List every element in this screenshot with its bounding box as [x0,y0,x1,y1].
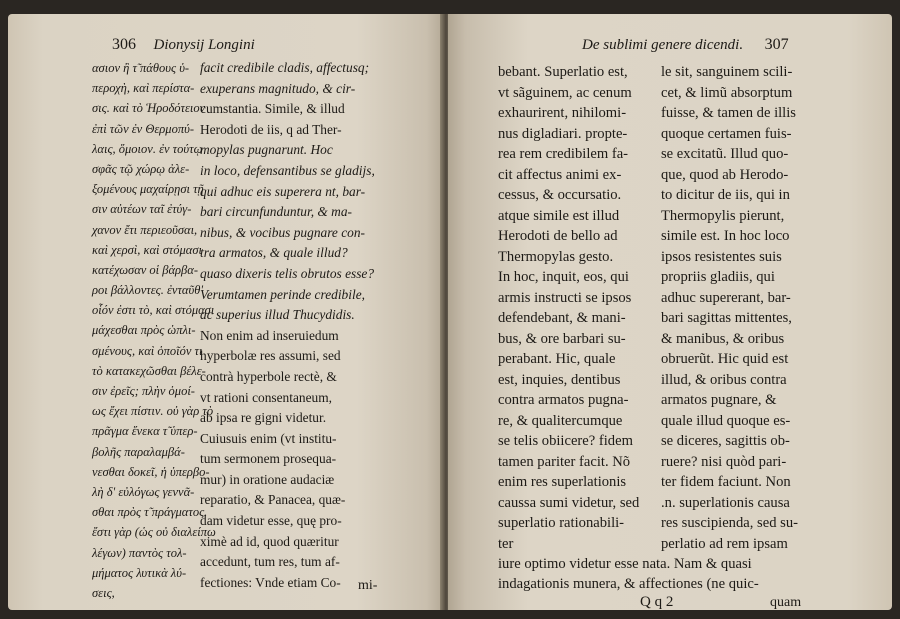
column-one-line: superlatio rationabili- [498,515,625,531]
latin-line: fectiones: Vnde etiam Co- [200,574,341,590]
column-one-line: rea rem credibilem fa- [498,146,629,162]
column-one-line: bebant. Superlatio est, [498,64,628,80]
greek-line: νεσθαι δοκεῖ, ἡ ὑπερβο- [92,464,210,479]
column-two-line: se excitatũ. Illud quo- [661,146,789,162]
latin-line: facit credibile cladis, affectusq; [200,60,370,75]
column-two-line: ipsos resistentes suis [661,248,782,265]
greek-line: σεις, [92,585,115,600]
column-one-line: ter [498,535,514,552]
column-two-line: bari sagittas mittentes, [661,310,792,326]
latin-line: ximè ad id, quod quæritur [200,533,339,549]
latin-line: exuperans magnitudo, & cir- [200,80,356,96]
greek-line: κατέχωσαν οἱ βάρβα- [92,262,199,277]
column-two-line: adhuc supererant, bar- [661,289,791,306]
latin-line: accedunt, tum res, tum af- [200,554,340,570]
latin-line: Cuiusuis enim (vt institu- [200,430,337,446]
latin-line: Non enim ad inseruiedum [200,327,339,343]
column-one-line: se telis obiicere? fidem [498,433,633,449]
greek-line: λὴ δ' εὐλόγως γεννᾶ- [92,484,195,499]
greek-line: λέγων) παντὸς τολ- [92,545,187,560]
column-one-line: nus digladiari. propte- [498,125,628,142]
greek-line: οἷόν ἐστι τὸ, καὶ στόμασι [92,303,215,318]
latin-line: tum sermonem prosequa- [200,451,337,467]
column-two-line: se diceres, sagittis ob- [661,433,790,449]
column-two-line: perlatio ad rem ipsam [661,535,788,552]
greek-line: πρᾶγμα ἕνεκα τ̃ ὑπερ- [92,424,198,439]
column-one-line: armis instructi se ipsos [498,289,632,306]
latin-line: in loco, defensantibus se gladijs, [200,162,375,178]
left-page-number: 306 [112,36,136,53]
latin-line: ab ipsa re gigni videtur. [200,410,327,426]
right-page-number: 307 [764,36,789,53]
column-one-line: exhaurirent, nihilomi- [498,105,627,121]
column-two-line: armatos pugnare, & [661,392,777,408]
greek-line: καὶ χερσὶ, καὶ στόμασι [92,242,202,257]
column-one-line: contra armatos pugna- [498,392,629,408]
latin-line: reparatio, & Panacea, quæ- [200,492,346,508]
column-one-line: cessus, & occursatio. [498,187,622,203]
latin-line: cumstantia. Simile, & illud [200,101,345,117]
latin-line: nibus, & vocibus pugnare con- [200,224,366,240]
latin-text-column-left [200,58,378,593]
greek-line: μάχεσθαι πρὸς ὡπλι- [92,323,196,338]
column-two-line: propriis gladiis, qui [661,269,775,285]
greek-line: βολῆς παραλαμβά- [92,444,185,459]
column-two-line: & manibus, & oribus [661,330,785,347]
greek-line: σθαι πρὸς τ̃ πράγματος. [92,505,208,520]
column-two-line: ter fidem faciunt. Non [661,474,791,490]
column-one-line: Thermopylas gesto. [498,248,614,265]
column-two-line: obruerũt. Hic quid est [661,351,789,367]
left-catchword: mi- [358,578,378,593]
left-running-head-title: Dionysij Longini [153,37,255,53]
column-one-line: In hoc, inquit, eos, qui [498,269,629,285]
latin-line: mopylas pugnarunt. Hoc [200,142,333,158]
signature-mark: Q q 2 [640,594,674,610]
latin-line: ac superius illud Thucydidis. [200,307,355,323]
greek-line: σφᾶς τῷ χώρῳ ἀλε- [92,161,190,176]
latin-line: quaso dixeris telis obrutos esse? [200,265,375,281]
greek-line: μήματος λυτικὰ λύ- [92,565,187,580]
column-two-line: que, quod ab Herodo- [661,166,789,183]
right-running-head [582,36,789,54]
right-running-head-title: De sublimi genere dicendi. [582,37,744,53]
column-two-line: le sit, sanguinem scili- [661,64,793,80]
full-width-line-1: iure optimo videtur esse nata. Nam & quasi [498,556,752,572]
right-column-one [498,62,639,554]
greek-line: σμένους, καὶ ὁποῖόν τι [92,343,203,358]
right-catchword: quam [770,595,802,610]
column-one-line: bus, & ore barbari su- [498,330,626,347]
greek-line: σιν ἐρεῖς; πλὴν ὁμοί- [92,384,195,398]
greek-line: ως ἔχει πίστιν. οὐ γὰρ τὸ [92,404,214,419]
column-one-line: est, inquies, dentibus [498,371,621,388]
greek-line: περοχὴ, καὶ περίστα- [92,81,195,96]
column-one-line: tamen pariter facit. Nõ [498,453,631,470]
column-two-line: .n. superlationis causa [661,494,790,511]
column-one-line: caussa sumi videtur, sed [498,494,640,511]
column-two-line: ruere? nisi quòd pari- [661,453,787,470]
right-column-two [661,62,798,554]
latin-line: hyperbolæ res assumi, sed [200,348,341,364]
latin-line: bari circunfunduntur, & ma- [200,204,353,220]
greek-line: λαις, ὅμοιον. ἐν τούτῳ [92,141,203,156]
greek-line: ασιον ἢ τ̃ πάθους ὑ- [92,61,190,75]
column-two-line: res suscipienda, sed su- [661,515,798,531]
greek-line: σιν αὐτέων ταῖ ἐτύγ- [92,202,192,217]
column-two-line: cet, & limũ absorptum [661,84,793,101]
latin-line: mur) in oratione audaciæ [200,471,335,487]
greek-text-column [92,58,216,603]
greek-line: τὸ κατακεχῶσθαι βέλε- [92,363,206,378]
left-running-head [112,36,255,54]
latin-line: Verumtamen perinde credibile, [200,286,365,302]
column-two-line: fuisse, & tamen de illis [661,105,796,121]
column-one-line: re, & qualitercumque [498,412,623,429]
column-two-line: illud, & oribus contra [661,371,787,388]
latin-line: tra armatos, & quale illud? [200,245,348,261]
column-two-line: quoque certamen fuis- [661,125,792,142]
column-two-line: simile est. In hoc loco [661,228,790,244]
greek-line: ἔστι γὰρ (ὡς οὐ διαλείπω [92,525,216,540]
column-one-line: atque simile est illud [498,207,620,224]
greek-line: ξομένους μαχαίρῃσι τῇ [92,182,204,197]
latin-line: dam videtur esse, quę pro- [200,513,342,529]
column-one-line: cit affectus animi ex- [498,166,622,183]
latin-line: vt rationi consentaneum, [200,389,333,405]
latin-line: contrà hyperbole rectè, & [200,368,337,384]
column-two-line: Thermopylis pierunt, [661,207,785,224]
full-width-line-2: indagationis munera, & affectiones (ne quic- [498,576,759,592]
column-two-line: to dicitur de iis, qui in [661,187,790,203]
column-one-line: Herodoti de bello ad [498,228,618,244]
latin-line: qui adhuc eis superera nt, bar- [200,183,366,199]
greek-line: ροι βάλλοντες. ἐνταῦθ' [92,283,204,298]
latin-line: Herodoti de iis, q ad Ther- [200,121,342,137]
greek-line: ἐπὶ τῶν ἐν Θερμοπύ- [92,121,194,136]
column-one-line: vt sãguinem, ac cenum [498,84,632,101]
column-one-line: defendebant, & mani- [498,310,626,326]
column-two-line: quale illud quoque es- [661,412,791,429]
column-one-line: enim res superlationis [498,474,627,490]
column-one-line: perabant. Hic, quale [498,351,616,367]
greek-line: χανον ἔτι περιεοῦσαι, [92,222,198,237]
greek-line: σις. καὶ τὸ Ἡροδότειον [92,101,206,116]
